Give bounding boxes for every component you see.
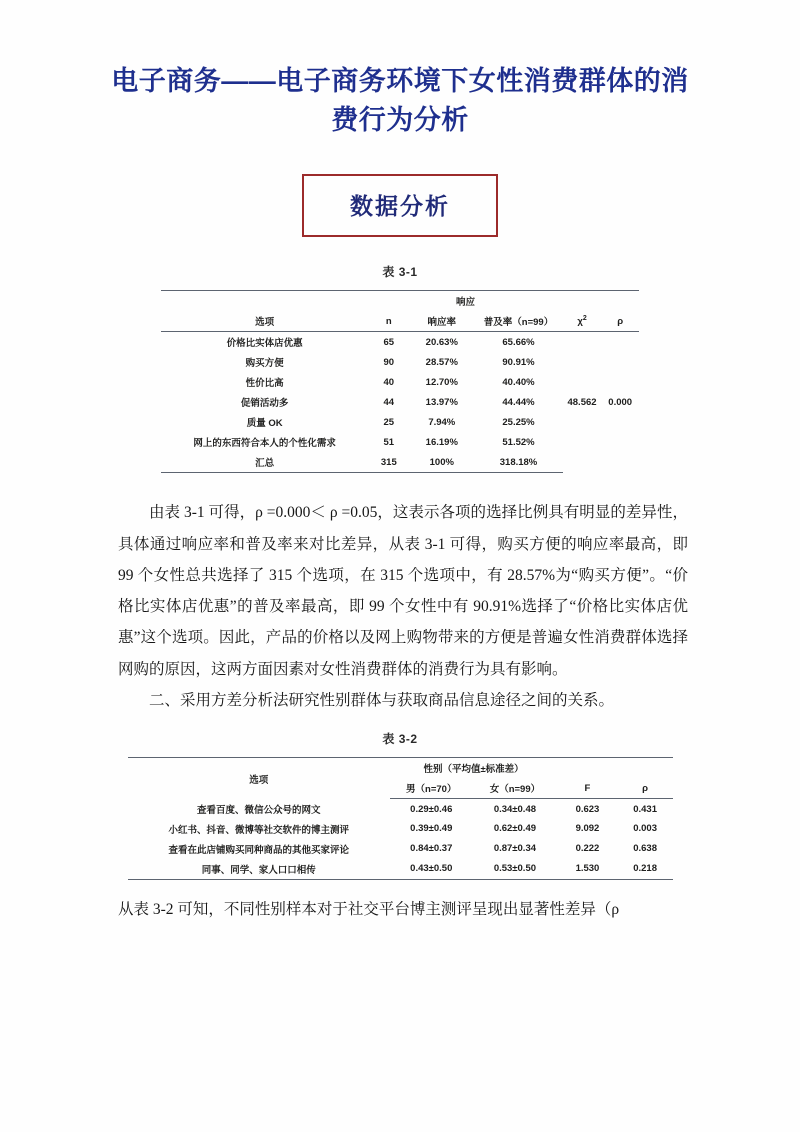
- response-group-label: 响应: [456, 297, 476, 309]
- cell-prevalence-rate: 51.52%: [502, 436, 535, 448]
- cell-female: 0.53±0.50: [473, 859, 558, 880]
- cell-n: 65: [383, 336, 395, 348]
- table-3-1-container: [0, 290, 800, 473]
- cell-prevalence-rate: 40.40%: [502, 376, 535, 388]
- section-heading-2: 二、采用方差分析法研究性别群体与获取商品信息途径之间的关系。: [149, 692, 615, 710]
- table-3-2-body: [128, 799, 673, 880]
- table-row: [128, 819, 673, 839]
- cell-rho-value: 0.000: [608, 397, 633, 409]
- chi-exponent: 2: [582, 315, 587, 323]
- cell-option: 小红书、抖音、微博等社交软件的博主测评: [168, 824, 349, 836]
- th-chi-square: [563, 311, 602, 332]
- spacer-cell-F: [557, 758, 617, 779]
- cell-n: 51: [383, 436, 395, 448]
- table-3-2-head: [128, 758, 673, 799]
- table-3-1-caption: 表 3-1: [382, 265, 418, 280]
- cell-F: 9.092: [575, 823, 600, 835]
- table-3-2: [128, 757, 673, 880]
- group-header-cell: [368, 291, 562, 312]
- table-row: [161, 332, 639, 353]
- cell-option: 汇总: [161, 452, 368, 473]
- data-analysis-box: [302, 174, 498, 237]
- cell-option: 质量 OK: [246, 418, 283, 430]
- analysis-paragraph-1: 由表 3-1 可得，ρ =0.000＜ ρ =0.05，这表示各项的选择比例具有明显的差异性，具体通过响应率和普及率来对比差异，从表 3-1 可得，购买方便的响应率最高，即 99 个女性总共选择了 315 个选项，在 315 个选项中，有 28.57%为“购买方便”。“价格比实体店优惠”的普及率最高，即 99 个女性中有 90.91%选择了“价格比实体店优惠”这个选项。因此，产品的价格以及网上购物带来的方便是普遍女性消费群体选择网购的原因，这两方面因素对女性消费群体的消费行为具有影响。: [118, 504, 688, 678]
- th-response-rate: 响应率: [409, 311, 474, 332]
- th-F: F: [557, 778, 617, 799]
- table-row: [128, 839, 673, 859]
- document-title: 电子商务——电子商务环境下女性消费群体的消费行为分析: [111, 66, 689, 136]
- cell-option: 价格比实体店优惠: [226, 338, 303, 350]
- cell-response-rate: 7.94%: [428, 416, 456, 428]
- th-n: n: [368, 311, 409, 332]
- spacer-cell-rho: [618, 758, 673, 779]
- cell-rho: 0.431: [633, 803, 657, 815]
- cell-rho: 0.638: [633, 843, 657, 855]
- cell-F: 1.530: [557, 859, 617, 880]
- data-analysis-label: 数据分析: [350, 193, 450, 220]
- cell-F: 0.623: [575, 803, 600, 815]
- th-rho: ρ: [601, 311, 639, 332]
- gender-group-header: 性别（平均值±标准差）: [390, 758, 557, 779]
- cell-response-rate: 16.19%: [425, 436, 458, 448]
- table-3-2-container: [0, 757, 800, 880]
- cell-option: 查看在此店铺购买同种商品的其他买家评论: [168, 844, 349, 856]
- cell-option: 购买方便: [245, 358, 284, 370]
- cell-rho: 0.003: [633, 823, 657, 835]
- cell-F: 0.222: [575, 843, 600, 855]
- cell-option: 查看百度、微信公众号的网文: [196, 804, 321, 816]
- cell-n: 40: [383, 376, 395, 388]
- cell-option: 同事、同学、家人口口相传: [128, 859, 390, 880]
- cell-prevalence-rate: 90.91%: [502, 356, 535, 368]
- cell-response-rate: 12.70%: [425, 376, 458, 388]
- th-female: 女（n=99）: [473, 778, 558, 799]
- cell-option: 性价比高: [245, 378, 284, 390]
- cell-response-rate: 100%: [409, 452, 474, 473]
- th-rho: ρ: [618, 778, 673, 799]
- cell-response-rate: 13.97%: [425, 396, 458, 408]
- table-3-1-head: [161, 291, 639, 332]
- cell-response-rate: 28.57%: [425, 356, 458, 368]
- spacer-cell-rho: [601, 291, 639, 312]
- analysis-paragraph-2: 从表 3-2 可知，不同性别样本对于社交平台博主测评呈现出显著性差异（ρ: [118, 900, 620, 918]
- table-3-1-header-row: [161, 311, 639, 332]
- cell-female: 0.87±0.34: [493, 843, 537, 855]
- cell-female: 0.62±0.49: [493, 823, 537, 835]
- spacer-cell: [161, 291, 368, 312]
- chi-symbol: χ: [577, 316, 583, 328]
- table-3-1-body: [161, 332, 639, 473]
- cell-male: 0.39±0.49: [410, 823, 453, 835]
- table-3-2-caption: 表 3-2: [382, 732, 418, 747]
- cell-prevalence-rate: 44.44%: [502, 396, 535, 408]
- cell-response-rate: 20.63%: [425, 336, 458, 348]
- th-male: 男（n=70）: [390, 778, 473, 799]
- th-option: 选项: [161, 311, 368, 332]
- cell-rho: 0.218: [618, 859, 673, 880]
- cell-chi-square-value: 48.562: [567, 397, 597, 409]
- table-3-1-group-row: [161, 291, 639, 312]
- th-option: 选项: [128, 758, 390, 799]
- cell-female: 0.34±0.48: [493, 803, 537, 815]
- cell-male: 0.84±0.37: [410, 843, 453, 855]
- cell-prevalence-rate: 318.18%: [474, 452, 562, 473]
- table-3-1: [161, 290, 639, 473]
- cell-prevalence-rate: 65.66%: [502, 336, 535, 348]
- section-box-container: [0, 174, 800, 237]
- cell-option: 促销活动多: [240, 398, 289, 410]
- cell-male: 0.43±0.50: [390, 859, 473, 880]
- th-prevalence-rate: 普及率（n=99）: [474, 311, 562, 332]
- cell-male: 0.29±0.46: [410, 803, 453, 815]
- table-row: [128, 799, 673, 819]
- cell-prevalence-rate: 25.25%: [502, 416, 535, 428]
- cell-option: 网上的东西符合本人的个性化需求: [193, 438, 336, 450]
- table-3-2-group-row: [128, 758, 673, 779]
- cell-n: 315: [368, 452, 409, 473]
- cell-n: 25: [383, 416, 395, 428]
- spacer-cell-chi: [563, 291, 602, 312]
- cell-n: 44: [383, 396, 395, 408]
- cell-n: 90: [383, 356, 395, 368]
- table-row: [128, 859, 673, 880]
